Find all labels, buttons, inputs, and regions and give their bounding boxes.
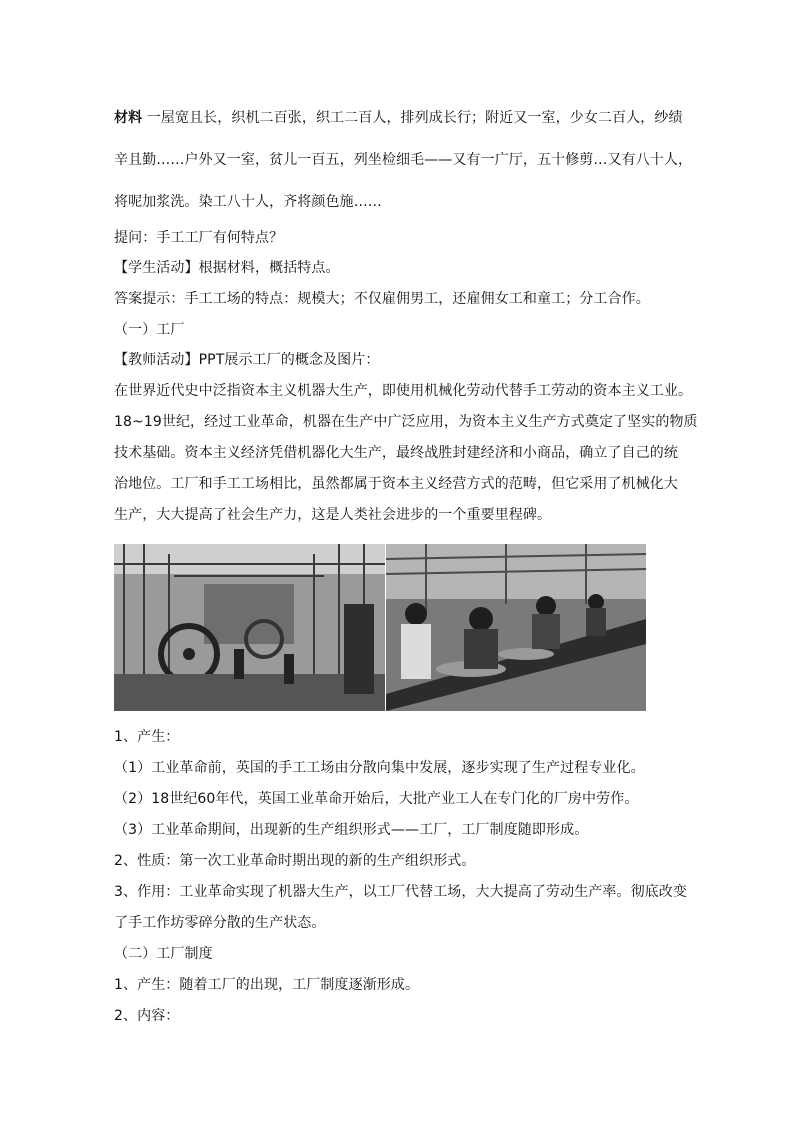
concept-line-1: 在世界近代史中泛指资本主义机器大生产，即使用机械化劳动代替手工劳动的资本主义工业。 [114,383,693,399]
origin-title: 1、产生： [114,729,180,745]
origin-item-1: （1）工业革命前，英国的手工工场由分散向集中发展，逐步实现了生产过程专业化。 [114,760,645,776]
concept-line-5: 生产，大大提高了社会生产力，这是人类社会进步的一个重要里程碑。 [114,507,552,523]
effect-line-2: 了手工作坊零碎分散的生产状态。 [114,915,326,931]
student-activity: 【学生活动】根据材料，概括特点。 [114,260,340,276]
material-line-1: 材料 一屋宽且长，织机二百张，织工二百人，排列成长行；附近又一室，少女二百人，纱绩 [114,110,683,126]
concept-line-4: 治地位。工厂和手工工场相比，虽然都属于资本主义经营方式的范畴，但它采用了机械化大 [114,476,678,492]
material-line-2: 辛且勤……户外又一室，贫儿一百五，列坐检细毛——又有一广厅，五十修剪…又有八十人， [114,152,693,168]
student-activity-tag: 【学生活动】 [114,260,199,276]
teacher-activity-tag: 【教师活动】 [114,352,199,368]
section-title-factory: （一）工厂 [114,322,185,338]
concept-line-2: 18~19世纪，经过工业革命，机器在生产中广泛应用，为资本主义生产方式奠定了坚实的物质 [114,414,698,430]
origin-item-3: （3）工业革命期间，出现新的生产组织形式——工厂，工厂制度随即形成。 [114,822,589,838]
system-content: 2、内容： [114,1008,180,1024]
question: 提问：手工工厂有何特点？ [114,230,284,246]
origin-item-2: （2）18世纪60年代，英国工业革命开始后，大批产业工人在专门化的厂房中劳作。 [114,791,639,807]
system-origin: 1、产生：随着工厂的出现，工厂制度逐渐形成。 [114,977,420,993]
material-label: 材料 [114,110,143,126]
answer-hint: 答案提示：手工工场的特点：规模大；不仅雇佣男工，还雇佣女工和童工；分工合作。 [114,291,650,307]
teacher-activity: 【教师活动】PPT展示工厂的概念及图片： [114,352,380,368]
nature: 2、性质：第一次工业革命时期出现的新的生产组织形式。 [114,853,476,869]
assembly-line-photo [386,544,646,711]
section-title-factory-system: （二）工厂制度 [114,946,213,962]
concept-line-3: 技术基础。资本主义经济凭借机器化大生产，最终战胜封建经济和小商品，确立了自己的统 [114,445,678,461]
material-line-3: 将呢加浆洗。染工八十人，齐将颜色施…… [114,194,382,210]
factory-interior-engraving [114,544,385,711]
effect-line-1: 3、作用：工业革命实现了机器大生产，以工厂代替工场，大大提高了劳动生产率。彻底改变 [114,884,688,900]
